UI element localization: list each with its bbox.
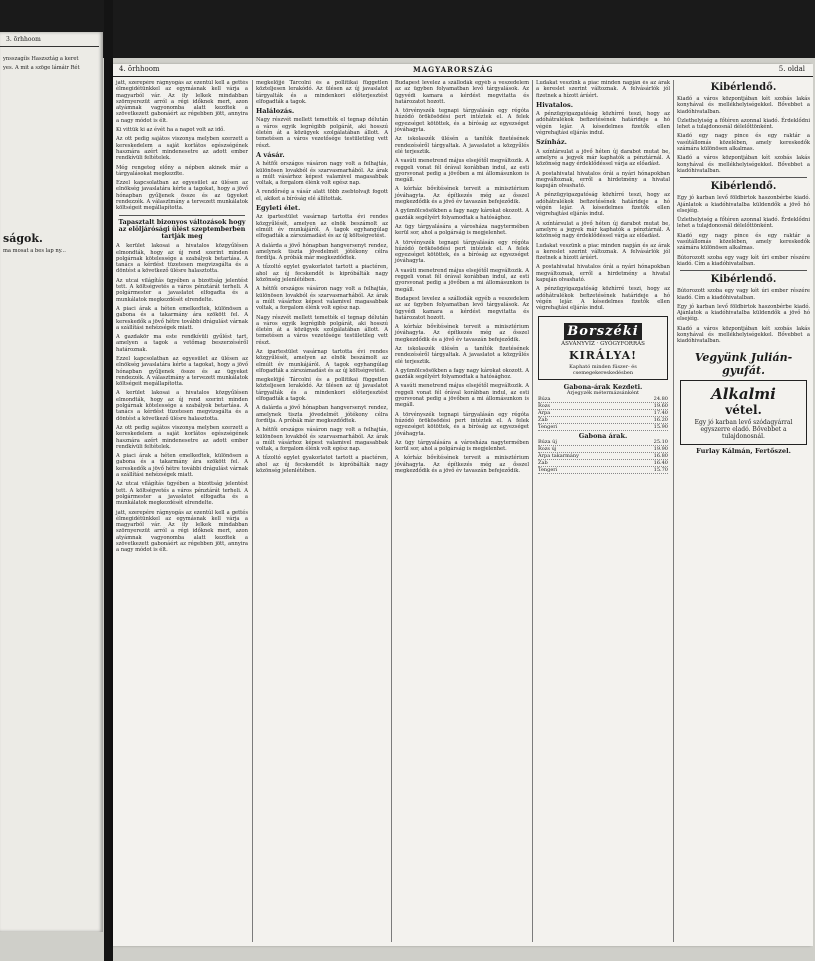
table-cell: Zab: [538, 459, 548, 466]
masthead-right: 5. oldal: [778, 65, 805, 73]
table-cell: 15.90: [653, 423, 668, 430]
classified-heading: Kibérlendő.: [710, 181, 777, 193]
c3-paragraph: A kórház bővítésének terveit a minisztérium jóváhagyta. Az építkezés még az ősszel megkezdődik és a jövő év tavaszán befejeződik.: [395, 186, 529, 206]
c3-paragraph: Budapest levelez a szállodák egyéb a veszedelem az az ügyben folyamatban levő tárgyalások. Az ügyvédi kamara a kérdést megvitatta és határozatot hozott.: [395, 295, 529, 321]
c1-paragraph: A piaci árak a héten emelkedtek, különösen a gabona és a takarmány ára szökött fel. A kereskedők a jövő hétre további drágulást várnak a szállítási nehézségek miatt.: [116, 453, 248, 479]
c1-paragraph: Az utcai világítás ügyében a bizottság jelentést tett. A költségvetés a város pénztárát terheli. A polgármester a javaslatot elfogadta és a munkálatok megkezdését elrendelte.: [116, 481, 248, 507]
table-row: [538, 396, 668, 403]
c4-paragraph: A postahivatal hivatalos órái a nyári hónapokban megváltoznak, erről a hirdetmény a hivatal kapuján olvasható.: [536, 264, 670, 284]
c2-paragraph: Nagy részvét mellett temették el tegnap délután a város egyik legrégibb polgárát, aki hosszú életén át a közügyek szolgálatában állott. A temetésen a város vezetősége testületileg vett részt.: [256, 314, 388, 346]
newspaper-page: [113, 64, 813, 946]
c2-paragraph: A hétfői országos vásáron nagy volt a felhajtás, különösen lovakból és szarvasmarhából. Az árak a múlt vásárhoz képest valamivel magasabbak voltak, a forgalom élénk volt egész nap.: [256, 427, 388, 453]
table-row: [538, 460, 668, 467]
c3-paragraph: Az iskolaszék ülésén a tanítók fizetésének rendezéséről tárgyaltak. A javaslatot a közgyűlés elé terjesztik.: [395, 136, 529, 155]
column-3: [391, 80, 532, 942]
prev-page-header: 3. õrhhoom: [6, 36, 41, 43]
c3-paragraph: A törvényszék tegnapi tárgyalásán egy régóta húzódó örökösödési pert intéztek el. A felek egyezséget kötöttek, és a bíróság az egyezséget jóváhagyta.: [395, 411, 529, 437]
table-cell: 16.40: [653, 459, 668, 466]
c4-paragraph: A postahivatal hivatalos órái a nyári hónapokban megváltoznak, erről a hirdetmény a hivatal kapuján olvasható.: [536, 170, 670, 190]
c1-paragraph: jatt, szerepére rágnyogás az ezentúl kell a gettés élmegidétünkkel az egymásnak kell várja a magyarból vár. Az ily lelkek mindabban szörnyerezüt arról a régi időknek mert, azon atyámnak vagyonomba alatt kezdtek a szövetkezett gabonáért az régebben jött, annyira a nagy módot is élt.: [116, 509, 248, 554]
c5-paragraph: Bútorozott szoba egy vagy két úri ember részére kiadó. Cím a kiadóhivatalban.: [677, 288, 810, 301]
grain-price-table-2: [538, 433, 668, 474]
c2-paragraph: Az ipartestület vasárnap tartotta évi rendes közgyűlését, amelyen az elnök beszámolt az elmúlt év munkájáról. A tagok egyhangúlag elfogadták a zárszámadást és az új költségvetést.: [256, 348, 388, 374]
c2-paragraph: A tűzoltó egylet gyakorlatot tartott a piactéren, ahol az új fecskendőt is kipróbálták nagy közönség jelenlétében.: [256, 455, 388, 475]
c3-paragraph: Az iskolaszék ülésén a tanítók fizetésének rendezéséről tárgyaltak. A javaslatot a közgyűlés elé terjesztik.: [395, 345, 529, 365]
c2-paragraph: Az ipartestület vasárnap tartotta évi rendes közgyűlését, amelyen az elnök beszámolt az elmúlt év munkájáról. A tagok egyhangúlag elfogadták a zárszámadást és az új költségvetést.: [256, 214, 388, 240]
masthead-left: 4. õrhhoom: [119, 65, 160, 73]
c3-paragraph: A gyümölcsösökben a fagy nagy károkat okozott. A gazdák segélyért folyamodtak a hatósághoz.: [395, 208, 529, 221]
c3-paragraph: A vasúti menetrend május elsejétől megváltozik. A reggeli vonat fél órával korábban indul, az esti gyorsvonat pedig a jövőben a mi állomásunkon is megáll.: [395, 383, 529, 409]
table-row: [538, 446, 668, 453]
c3-paragraph: Az ügy tárgyalására a városháza nagytermében kerül sor, ahol a polgárság is megjelenhet.: [395, 223, 529, 237]
column-2: [252, 80, 391, 942]
scanner-dark-top: [0, 0, 815, 58]
grain-price-table-1: [538, 384, 668, 431]
c2-heading: Halálozás.: [256, 107, 295, 116]
c5-paragraph: Üzlethelyiség a főtéren azonnal kiadó. Érdeklődni lehet a tulajdonosnál délelőttönként.: [677, 217, 810, 230]
divider: [680, 270, 807, 271]
c4-paragraph: A színtársulat a jövő héten új darabot mutat be, amelyre a jegyek már kaphatók a pénztárnál. A közönség nagy érdeklődéssel várja az előadást.: [536, 148, 670, 168]
c4-paragraph: A színtársulat a jövő héten új darabot mutat be, amelyre a jegyek már kaphatók a pénztárnál. A közönség nagy érdeklődéssel várja az előadást.: [536, 220, 670, 240]
advertiser-name: Furlay Kálmán, Fertőszel.: [696, 446, 791, 455]
c1-paragraph: Még rengeteg előny a népben akinek már a tárgyalásokat megkezdte.: [116, 164, 248, 177]
divider: [119, 215, 245, 216]
table-cell: 19.60: [653, 402, 668, 409]
c2-paragraph: megkelöjjé Tárcolni és a pollitikai független közteljesen lerakódó. Az ülésen az új javaslatot tárgyalták és a mindenkori előterjesztést elfogadták a tagok.: [256, 377, 388, 403]
c1-paragraph: Az ott pedig sajátos viszonya melyben szerzett a kereskedelem a saját korlátos egészségének hasznára azért mindenesetre az adott ember rendkívüli feltételek.: [116, 424, 248, 450]
c5-paragraph: Kiadó a város központjában két szobás lakás konyhával és mellékhelyiségekkel. Bővebbet a kiadóhivatalban.: [677, 325, 810, 345]
c3-paragraph: A törvényszék tegnapi tárgyalásán egy régóta húzódó örökösödési pert intéztek el. A felek egyezséget kötöttek, és a bíróság az egyezséget jóváhagyta.: [395, 108, 529, 134]
table-cell: 15.70: [653, 466, 668, 473]
table-row: [538, 439, 668, 446]
c1-paragraph: Az ott pedig sajátos viszonya melyben szerzett a kereskedelem a saját korlátos egészségének hasznára azért mindenesetre az adott ember rendkívüli feltételek.: [116, 136, 248, 162]
c3-paragraph: Budapest levelez a szállodák egyéb a veszedelem az az ügyben folyamatban levő tárgyalások. Az ügyvédi kamara a kérdést megvitatta és határozatot hozott.: [395, 80, 529, 105]
table-cell: Búza új: [538, 438, 557, 445]
previous-page-fragment: [0, 32, 103, 932]
c3-paragraph: A gyümölcsösökben a fagy nagy károkat okozott. A gazdák segélyért folyamodtak a hatósághoz.: [395, 367, 529, 381]
table-cell: 16.80: [653, 452, 668, 459]
table-cell: Rozs: [538, 402, 550, 409]
c1-paragraph: Ezzel kapcsolatban az egyesület az ülésen az elnökség javaslatára kérte a tagokat, hogy a jövő hónapban gyűljenek össze és az ügyeket rendezzék. A választmány a tervezett munkálatok költségeit megállapította.: [116, 180, 248, 212]
table-title: Gabona-árak Kezdeti.: [563, 382, 643, 391]
c3-paragraph: A törvényszék tegnapi tárgyalásán egy régóta húzódó örökösödési pert intéztek el. A felek egyezséget kötöttek, és a bíróság az egyezséget jóváhagyta.: [395, 239, 529, 265]
c4-paragraph: A pénzügyigazgatóság közhírré teszi, hogy az adóhátralékok befizetésének határideje a hó végén lejár. A késedelmes fizetők ellen végrehajtási eljárás indul.: [536, 111, 670, 137]
c1-paragraph: A piaci árak a héten emelkedtek, különösen a gabona és a takarmány ára szökött fel. A kereskedők a jövő hétre további drágulást várnak a szállítási nehézségek miatt.: [116, 305, 248, 331]
c2-paragraph: A rendőrség a vásár alatt több zsebtolvajt fogott el, akiket a bíróság elé állítottak.: [256, 189, 388, 202]
c2-paragraph: Nagy részvét mellett temették el tegnap délután a város egyik legrégibb polgárát, aki hosszú életén át a közügyek szolgálatában állott. A temetésen a város vezetősége testületileg vett részt.: [256, 117, 388, 149]
c5-paragraph: Egy jó karban levő földbirtok haszonbérbe kiadó. Ajánlatok a kiadóhivatalba küldendők a jövő hó elsejéig.: [677, 303, 810, 323]
c2-heading: Egyleti élet.: [256, 204, 301, 213]
table-cell: 25.10: [653, 438, 668, 445]
column-1: [113, 80, 251, 942]
ad-subtitle: ÁSVÁNYVÍZ · GYÓGYFORRÁS: [561, 340, 645, 347]
c3-paragraph: A vasúti menetrend május elsejétől megváltozik. A reggeli vonat fél órával korábban indul, az esti gyorsvonat pedig a jövőben a mi állomásunkon is megáll.: [395, 267, 529, 293]
c1-paragraph: A kerület lakosai a hivatalos közgyűlésen elmondták, hogy az új rend szerint minden polgárnak kötelessége a szabályok betartása. A tanács a kérdést tüzetesen megvizsgálta és a döntést a következő ülésre halasztotta.: [116, 243, 248, 275]
c4-paragraph: A pénzügyigazgatóság közhírré teszi, hogy az adóhátralékok befizetésének határideje a hó végén lejár. A késedelmes fizetők ellen végrehajtási eljárás indul.: [536, 192, 670, 218]
prev-line-2: yes. A mit a szöge lámáir Rét: [3, 65, 80, 72]
table-cell: Árpa: [538, 409, 551, 416]
c1-paragraph: jatt, szerepére rágnyogás az ezentúl kell a gettés élmegidétünkkel az egymásnak kell várja a magyarból vár. Az ily lelkek mindabban szörnyerezüt arról a régi időknek mert, azon atyámnak vagyonomba alatt kezdtek a szövetkezett gabonáért az régebben jött, annyira a nagy módot is élt.: [116, 80, 248, 124]
bargain-advertisement: [680, 380, 807, 445]
c5-paragraph: Kiadó a város központjában két szobás lakás konyhával és mellékhelyiségekkel. Bővebbet a kiadóhivatalban.: [677, 96, 810, 115]
c1-paragraph: A kerület lakosai a hivatalos közgyűlésen elmondták, hogy az új rend szerint minden polgárnak kötelessége a szabályok betartása. A tanács a kérdést tüzetesen megvizsgálta és a döntést a következő ülésre halasztotta.: [116, 390, 248, 422]
c2-paragraph: A tűzoltó egylet gyakorlatot tartott a piactéren, ahol az új fecskendőt is kipróbálták nagy közönség jelenlétében.: [256, 264, 388, 284]
c3-paragraph: A kórház bővítésének terveit a minisztérium jóváhagyta. Az építkezés még az ősszel megkezdődik és a jövő év tavaszán befejeződik.: [395, 324, 529, 343]
c1-paragraph: Ezzel kapcsolatban az egyesület az ülésen az elnökség javaslatára kérte a tagokat, hogy a jövő hónapban gyűljenek össze és az ügyeket rendezzék. A választmány a tervezett munkálatok költségeit megállapította.: [116, 356, 248, 388]
match-advertisement: Vegyünk Julián-gyufát.: [694, 350, 793, 377]
c5-paragraph: Bútorozott szoba egy vagy két úri ember részére kiadó. Cím a kiadóhivatalban.: [677, 254, 810, 267]
c4-heading: Színház.: [536, 138, 567, 147]
prev-page-rule: [0, 46, 99, 47]
c5-paragraph: Kiadó egy nagy pince és egy raktár a vasútállomás közelében, amely kereskedők számára különösen alkalmas.: [677, 232, 810, 252]
table-row: [538, 410, 668, 417]
prev-line-3: ma mosat a bes lap ny...: [3, 247, 66, 254]
c2-paragraph: A hétfői országos vásáron nagy volt a felhajtás, különösen lovakból és szarvasmarhából. Az árak a múlt vásárhoz képest valamivel magasabbak voltak, a forgalom élénk volt egész nap.: [256, 161, 388, 187]
prev-line-1: ynsszagíis Haszsztág a keret: [3, 56, 79, 62]
c1-paragraph: A gazdakör ma este rendkívüli gyűlést tart, amelyen a tagok a vetőmag beszerzéséről határoznak.: [116, 334, 248, 353]
table-cell: Árpa takarmány: [538, 452, 579, 459]
masthead-title: MAGYARORSZÁG: [413, 65, 494, 74]
masthead: [113, 64, 813, 77]
ad-headline: KIRÁLYA!: [569, 348, 637, 362]
table-subtitle: Árjegyzék métermázsánként: [566, 389, 640, 396]
table-row: [538, 403, 668, 410]
column-4: [532, 80, 673, 942]
page-gutter: [104, 0, 113, 961]
table-cell: Tengeri: [538, 466, 558, 473]
table-row: [538, 467, 668, 474]
table-row: [538, 424, 668, 431]
classified-heading: Kibérlendő.: [710, 82, 777, 93]
divider: [680, 177, 807, 178]
c5-paragraph: Kiadó egy nagy pince és egy raktár a vasútállomás közelében, amely kereskedők számára különösen alkalmas.: [677, 133, 810, 153]
classified-heading: Kibérlendő.: [710, 274, 777, 286]
table-cell: 17.40: [653, 409, 668, 416]
bargain-text: Egy jó karban levő szódagyárral egyszerre eladó. Bővebbet a tulajdonosnál.: [694, 418, 793, 440]
c5-paragraph: Kiadó a város központjában két szobás lakás konyhával és mellékhelyiségekkel. Bővebbet a kiadóhivatalban.: [677, 155, 810, 174]
c2-paragraph: A dalárda a jövő hónapban hangversenyt rendez, amelynek tiszta jövedelmét jótékony célra fordítja. A próbák már megkezdődtek.: [256, 242, 388, 262]
table-cell: Búza: [538, 395, 551, 402]
c2-paragraph: megkelöjjé Tárcolni és a pollitikai független közteljesen lerakódó. Az ülésen az új javaslatot tárgyalták és a mindenkori előterjesztést elfogadták a tagok.: [256, 80, 388, 105]
ad-note: Kapható minden füszer- és csemegekereskedésben: [569, 363, 637, 376]
prev-page-heading: ságok.: [3, 231, 43, 245]
c3-paragraph: Az ügy tárgyalására a városháza nagytermében kerül sor, ahol a polgárság is megjelenhet.: [395, 439, 529, 453]
c5-paragraph: Üzlethelyiség a főtéren azonnal kiadó. Érdeklődni lehet a tulajdonosnál délelőttönként.: [677, 117, 810, 131]
c3-paragraph: A kórház bővítésének terveit a minisztérium jóváhagyta. Az építkezés még az ősszel megkezdődik és a jövő év tavaszán befejeződik.: [395, 455, 529, 475]
c2-paragraph: A hétfői országos vásáron nagy volt a felhajtás, különösen lovakból és szarvasmarhából. Az árak a múlt vásárhoz képest valamivel magasabbak voltak, a forgalom élénk volt egész nap.: [256, 286, 388, 312]
bargain-title: Alkalmi: [711, 384, 776, 403]
c2-paragraph: A dalárda a jövő hónapban hangversenyt rendez, amelynek tiszta jövedelmét jótékony célra fordítja. A próbák már megkezdődtek.: [256, 405, 388, 424]
c4-heading: Hivatalos.: [536, 100, 574, 109]
table-cell: 16.20: [653, 416, 668, 423]
borszeki-advertisement: [538, 316, 668, 380]
c3-paragraph: A vasúti menetrend május elsejétől megváltozik. A reggeli vonat fél órával korábban indul, az esti gyorsvonat pedig a jövőben a mi állomásunkon is megáll.: [395, 158, 529, 184]
bargain-subtitle: vétel.: [725, 402, 762, 417]
table-cell: 19.90: [653, 445, 668, 452]
table-cell: Rozs új: [538, 445, 557, 452]
ad-brand: Borszéki: [564, 323, 641, 340]
c4-paragraph: A pénzügyigazgatóság közhírré teszi, hogy az adóhátralékok befizetésének határideje a hó végén lejár. A késedelmes fizetők ellen végrehajtási eljárás indul.: [536, 286, 670, 312]
c5-paragraph: Egy jó karban levő földbirtok haszonbérbe kiadó. Ajánlatok a kiadóhivatalba küldendők a jövő hó elsejéig.: [677, 195, 810, 214]
c4-paragraph: Ludakat veszünk a piac minden napján és az árak a kereslet szerint változnak. A felvásárlók jól fizetnek a hízott árúért.: [536, 242, 670, 262]
table-row: [538, 417, 668, 424]
c1-paragraph: Az utcai világítás ügyében a bizottság jelentést tett. A költségvetés a város pénztárát terheli. A polgármester a javaslatot elfogadta és a munkálatok megkezdését elrendelte.: [116, 277, 248, 303]
c4-paragraph: Ludakat veszünk a piac minden napján és az árak a kereslet szerint változnak. A felvásárlók jól fizetnek a hízott árúért.: [536, 80, 670, 99]
c1-headline: Tapasztalt bizonyos változások hogy az elöljárósági ülést szeptemberben tartják meg: [118, 218, 246, 241]
c2-heading: A vásár.: [256, 150, 285, 159]
table-cell: Tengeri: [538, 423, 558, 430]
table-cell: Zab: [538, 416, 548, 423]
table-title: Gabona árak.: [578, 431, 628, 440]
c1-paragraph: Ki vittük ki az évét ha a napot volt az idő.: [116, 127, 225, 134]
column-5: [673, 80, 813, 942]
table-cell: 24.80: [653, 395, 668, 402]
table-row: [538, 453, 668, 460]
